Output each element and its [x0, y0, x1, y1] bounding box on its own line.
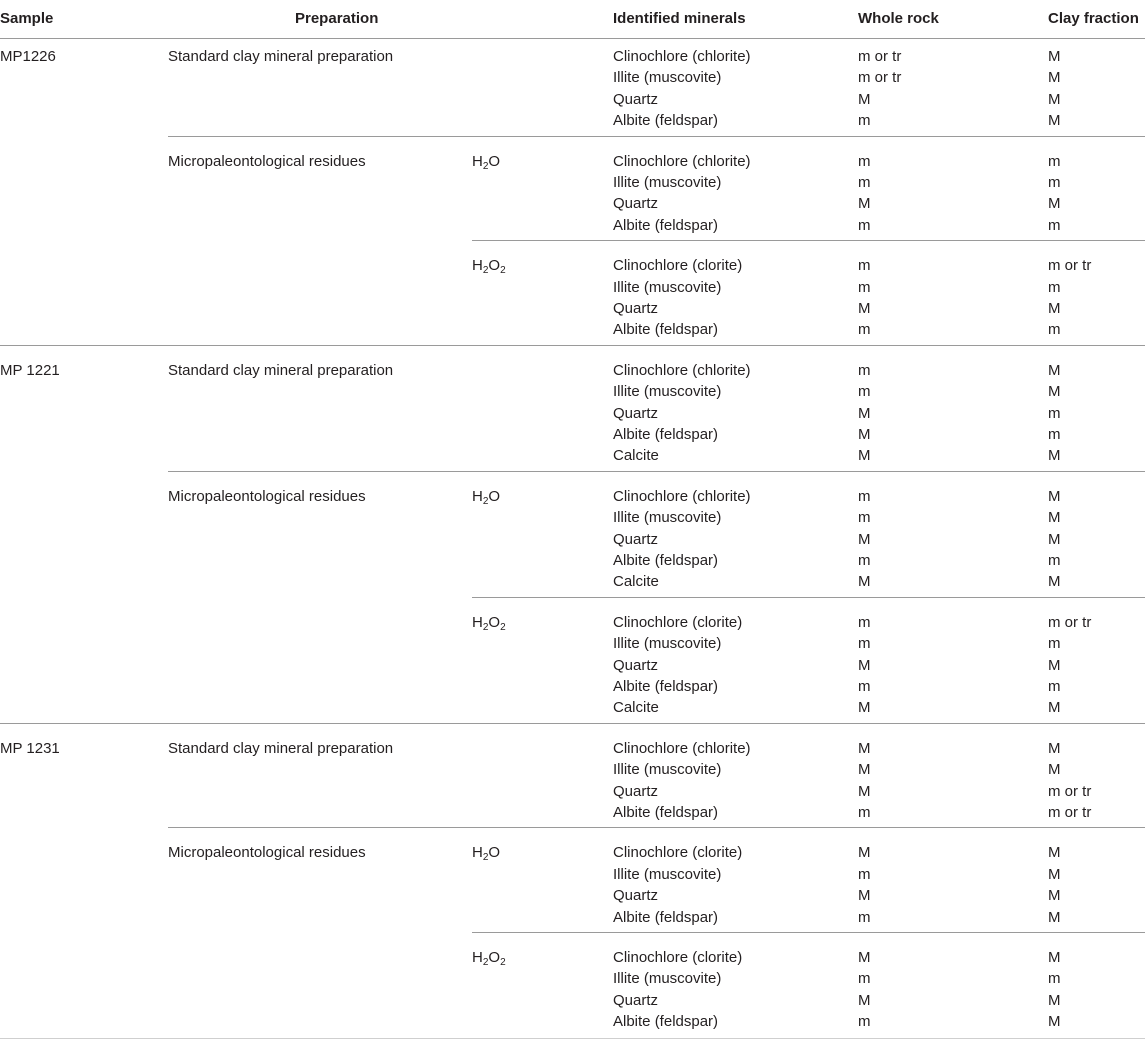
clay-fraction-value: m: [1048, 216, 1061, 234]
whole-rock-value: m: [858, 487, 871, 505]
whole-rock-value: m: [858, 174, 871, 191]
whole-rock-value: M: [858, 782, 871, 800]
clay-fraction-value: M: [1048, 195, 1061, 213]
whole-rock-value: m: [858, 804, 871, 821]
clay-fraction-value: M: [1048, 69, 1061, 87]
clay-fraction-value: M: [1048, 573, 1061, 591]
row-divider: [168, 471, 1145, 472]
whole-rock-value: m: [858, 152, 871, 170]
mineral-name: Calcite: [613, 447, 659, 465]
clay-fraction-value: m: [1048, 970, 1061, 988]
header-identified-minerals: Identified minerals: [613, 10, 746, 27]
whole-rock-value: M: [858, 90, 871, 108]
mineral-name: Albite (feldspar): [613, 112, 719, 130]
clay-fraction-value: M: [1048, 699, 1061, 717]
mineral-name: Clinochlore (chlorite): [613, 152, 751, 170]
header-preparation: Preparation: [295, 10, 379, 27]
mineral-name: Albite (feldspar): [613, 678, 719, 695]
clay-fraction-value: M: [1048, 761, 1061, 779]
row-divider: [472, 932, 1145, 933]
preparation-label: Standard clay mineral preparation: [168, 739, 394, 757]
clay-fraction-value: m: [1048, 174, 1061, 191]
preparation-label: Standard clay mineral preparation: [168, 48, 394, 65]
header-whole-rock: Whole rock: [858, 10, 939, 27]
mineral-name: Albite (feldspar): [613, 552, 719, 569]
mineral-name: Albite (feldspar): [613, 908, 719, 926]
whole-rock-value: M: [858, 761, 871, 779]
row-divider: [472, 597, 1145, 598]
whole-rock-value: m: [858, 257, 871, 275]
whole-rock-value: m: [858, 112, 871, 130]
treatment-label: $H_2O$: [472, 844, 501, 864]
mineral-name: Quartz: [613, 656, 659, 674]
header-clay-fraction: Clay fraction: [1048, 10, 1139, 27]
treatment-label: $H_2O_2$: [472, 257, 506, 277]
whole-rock-value: m: [858, 865, 871, 883]
clay-fraction-value: m or tr: [1048, 782, 1092, 800]
clay-fraction-value: m: [1048, 426, 1061, 443]
treatment-label: $H_2O$: [472, 487, 501, 507]
sample-id: MP 1231: [0, 739, 60, 757]
mineral-name: Quartz: [613, 991, 659, 1009]
row-divider: [0, 723, 1145, 724]
whole-rock-value: M: [858, 300, 871, 317]
mineral-name: Albite (feldspar): [613, 804, 719, 821]
mineral-name: Albite (feldspar): [613, 321, 719, 339]
clay-fraction-value: M: [1048, 887, 1061, 905]
whole-rock-value: m: [858, 321, 871, 339]
clay-fraction-value: m: [1048, 404, 1061, 422]
mineral-name: Quartz: [613, 195, 659, 213]
clay-fraction-value: M: [1048, 48, 1061, 65]
clay-fraction-value: M: [1048, 656, 1061, 674]
preparation-label: Micropaleontological residues: [168, 152, 366, 170]
whole-rock-value: m: [858, 970, 871, 988]
mineral-name: Clinochlore (chlorite): [613, 739, 751, 757]
whole-rock-value: m: [858, 1013, 871, 1031]
whole-rock-value: m: [858, 383, 871, 401]
mineral-name: Clinochlore (clorite): [613, 949, 743, 966]
whole-rock-value: M: [858, 739, 871, 757]
whole-rock-value: m or tr: [858, 69, 902, 87]
whole-rock-value: M: [858, 195, 871, 213]
mineral-name: Clinochlore (clorite): [613, 844, 743, 862]
clay-fraction-value: M: [1048, 949, 1061, 966]
mineral-name: Clinochlore (chlorite): [613, 487, 751, 505]
clay-fraction-value: M: [1048, 487, 1061, 505]
clay-fraction-value: M: [1048, 361, 1061, 379]
clay-fraction-value: M: [1048, 383, 1061, 401]
whole-rock-value: m: [858, 678, 871, 695]
clay-fraction-value: M: [1048, 1013, 1061, 1031]
mineral-name: Illite (muscovite): [613, 865, 722, 883]
whole-rock-value: M: [858, 991, 871, 1009]
clay-fraction-value: M: [1048, 447, 1061, 465]
clay-fraction-value: M: [1048, 300, 1061, 317]
mineral-name: Illite (muscovite): [613, 761, 722, 779]
mineral-name: Albite (feldspar): [613, 216, 719, 234]
whole-rock-value: m: [858, 361, 871, 379]
row-divider: [168, 136, 1145, 137]
treatment-label: $H_2O$: [472, 152, 501, 172]
whole-rock-value: m: [858, 613, 871, 631]
mineral-name: Quartz: [613, 300, 659, 317]
whole-rock-value: m: [858, 908, 871, 926]
clay-fraction-value: M: [1048, 530, 1061, 548]
clay-fraction-value: m: [1048, 321, 1061, 339]
mineral-name: Illite (muscovite): [613, 278, 722, 296]
whole-rock-value: M: [858, 699, 871, 717]
whole-rock-value: M: [858, 447, 871, 465]
row-divider: [168, 827, 1145, 828]
clay-fraction-value: M: [1048, 908, 1061, 926]
whole-rock-value: M: [858, 887, 871, 905]
clay-fraction-value: M: [1048, 844, 1061, 862]
mineral-name: Illite (muscovite): [613, 509, 722, 527]
preparation-label: Micropaleontological residues: [168, 844, 366, 862]
whole-rock-value: m: [858, 278, 871, 296]
clay-fraction-value: m: [1048, 678, 1061, 695]
whole-rock-value: m: [858, 552, 871, 569]
whole-rock-value: M: [858, 530, 871, 548]
whole-rock-value: m: [858, 509, 871, 527]
sample-id: MP 1221: [0, 361, 60, 379]
clay-fraction-value: M: [1048, 739, 1061, 757]
mineral-name: Clinochlore (clorite): [613, 613, 743, 631]
clay-fraction-value: m: [1048, 152, 1061, 170]
mineral-name: Albite (feldspar): [613, 1013, 719, 1031]
clay-fraction-value: M: [1048, 90, 1061, 108]
clay-fraction-value: m: [1048, 552, 1061, 569]
row-divider: [0, 345, 1145, 346]
whole-rock-value: m or tr: [858, 48, 902, 65]
mineral-name: Quartz: [613, 530, 659, 548]
whole-rock-value: M: [858, 949, 871, 966]
whole-rock-value: M: [858, 656, 871, 674]
clay-fraction-value: M: [1048, 112, 1061, 130]
table-bottom-rule: [0, 1038, 1145, 1039]
table-header: [0, 0, 1145, 39]
whole-rock-value: m: [858, 635, 871, 653]
mineral-name: Illite (muscovite): [613, 635, 722, 653]
mineral-name: Quartz: [613, 782, 659, 800]
whole-rock-value: M: [858, 404, 871, 422]
treatment-label: $H_2O_2$: [472, 613, 506, 633]
whole-rock-value: M: [858, 426, 871, 443]
row-divider: [472, 240, 1145, 241]
whole-rock-value: M: [858, 573, 871, 591]
whole-rock-value: m: [858, 216, 871, 234]
clay-fraction-value: M: [1048, 509, 1061, 527]
mineral-name: Illite (muscovite): [613, 174, 722, 191]
mineral-name: Quartz: [613, 887, 659, 905]
clay-fraction-value: M: [1048, 865, 1061, 883]
clay-fraction-value: m or tr: [1048, 804, 1092, 821]
mineral-name: Quartz: [613, 90, 659, 108]
mineral-name: Albite (feldspar): [613, 426, 719, 443]
mineral-name: Clinochlore (clorite): [613, 257, 743, 275]
header-sample: Sample: [0, 10, 54, 27]
clay-fraction-value: M: [1048, 991, 1061, 1009]
mineral-name: Illite (muscovite): [613, 970, 722, 988]
clay-fraction-value: m: [1048, 635, 1061, 653]
preparation-label: Standard clay mineral preparation: [168, 361, 394, 379]
clay-fraction-value: m: [1048, 278, 1061, 296]
mineral-name: Clinochlore (chlorite): [613, 48, 751, 65]
preparation-label: Micropaleontological residues: [168, 487, 366, 505]
mineral-name: Clinochlore (chlorite): [613, 361, 751, 379]
clay-fraction-value: m or tr: [1048, 257, 1092, 275]
clay-fraction-value: m or tr: [1048, 613, 1092, 631]
mineral-name: Illite (muscovite): [613, 383, 722, 401]
mineral-name: Calcite: [613, 699, 659, 717]
whole-rock-value: M: [858, 844, 871, 862]
mineral-name: Quartz: [613, 404, 659, 422]
treatment-label: $H_2O_2$: [472, 949, 506, 968]
sample-id: MP1226: [0, 48, 56, 65]
mineral-name: Illite (muscovite): [613, 69, 722, 87]
mineral-name: Calcite: [613, 573, 659, 591]
